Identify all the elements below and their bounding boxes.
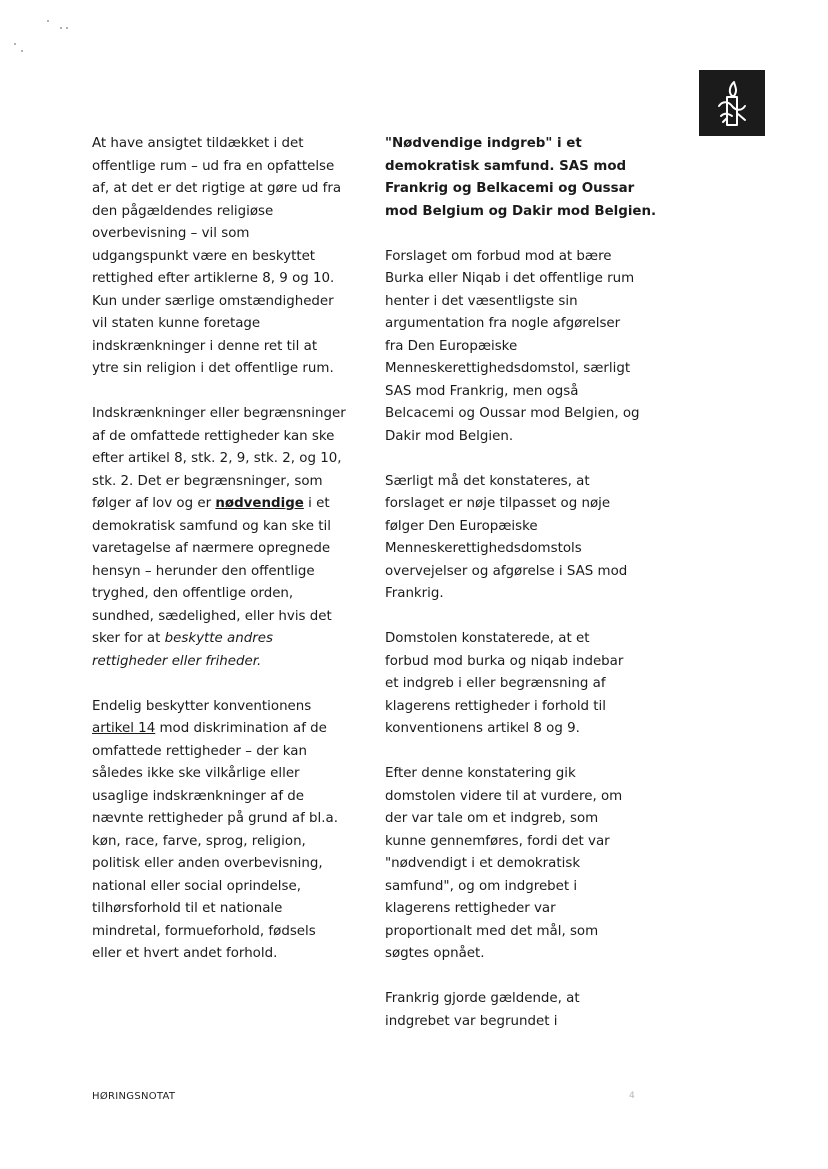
paragraph-proposal-basis bbox=[385, 246, 647, 449]
paragraph-proportionality bbox=[385, 763, 647, 966]
text-line: Belcacemi og Oussar mod Belgien, og bbox=[385, 406, 640, 421]
paragraph-article-14 bbox=[92, 696, 354, 966]
text-line: indgrebet var begrundet i bbox=[385, 1013, 558, 1029]
italic-text: beskytte andres bbox=[164, 631, 273, 646]
text-line: domstolen videre til at vurdere, om bbox=[385, 788, 623, 804]
footer-label: HØRINGSNOTAT bbox=[92, 1091, 176, 1102]
text-line: proportionalt med det mål, som bbox=[385, 923, 599, 939]
text-segment: sker for at bbox=[92, 631, 165, 646]
text-line: omfattede rettigheder – der kan bbox=[92, 743, 307, 759]
text-line: af, at det er det rigtige at gøre ud fra bbox=[92, 181, 342, 196]
text-line: At have ansigtet tildækket i det bbox=[92, 136, 304, 151]
text-line: overvejelser og afgørelse i SAS mod bbox=[385, 563, 628, 579]
text-line: nævnte rettigheder på grund af bl.a. bbox=[92, 811, 339, 826]
section-heading bbox=[385, 133, 657, 223]
text-line: Kun under særlige omstændigheder bbox=[92, 293, 334, 309]
text-line: således ikke ske vilkårlige eller bbox=[92, 766, 300, 781]
text-line: et indgreb i eller begrænsning af bbox=[385, 676, 606, 691]
text-segment: i et bbox=[303, 496, 330, 511]
text-line: Endelig beskytter konventionens bbox=[92, 698, 312, 714]
text-line: klagerens rettigheder var bbox=[385, 901, 556, 916]
scan-speck bbox=[60, 27, 62, 29]
text-line: tilhørsforhold til et nationale bbox=[92, 901, 283, 916]
text-line: Dakir mod Belgien. bbox=[385, 428, 514, 444]
text-line: der var tale om et indgreb, som bbox=[385, 811, 599, 826]
paragraph-adaptation bbox=[385, 471, 647, 606]
text-line: sundhed, sædelighed, eller hvis det bbox=[92, 608, 332, 624]
text-line: Efter denne konstatering gik bbox=[385, 766, 576, 781]
text-line: køn, race, farve, sprog, religion, bbox=[92, 833, 306, 849]
text-line: SAS mod Frankrig, men også bbox=[385, 383, 579, 399]
emphasis-necessary: nødvendige bbox=[215, 496, 304, 511]
article-14-link[interactable]: artikel 14 bbox=[92, 721, 156, 736]
text-line: Burka eller Niqab i det offentlige rum bbox=[385, 271, 635, 286]
paragraph-restrictions bbox=[92, 403, 354, 673]
text-line: Domstolen konstaterede, at et bbox=[385, 631, 590, 646]
text-line: Indskrænkninger eller begrænsninger bbox=[92, 406, 346, 421]
text-line: offentlige rum – ud fra en opfattelse bbox=[92, 158, 335, 174]
text-line: politisk eller anden overbevisning, bbox=[92, 856, 323, 871]
text-line: "nødvendigt i et demokratisk bbox=[385, 856, 581, 871]
text-line: demokratisk samfund og kan ske til bbox=[92, 518, 331, 534]
text-line: af de omfattede rettigheder kan ske bbox=[92, 428, 335, 444]
text-line: klagerens rettigheder i forhold til bbox=[385, 698, 606, 714]
text-line: argumentation fra nogle afgørelser bbox=[385, 316, 621, 331]
text-line: følger Den Europæiske bbox=[385, 518, 538, 534]
text-line: hensyn – herunder den offentlige bbox=[92, 563, 315, 579]
text-line: stk. 2. Det er begrænsninger, som bbox=[92, 473, 323, 489]
heading-line: Frankrig og Belkacemi og Oussar bbox=[385, 181, 635, 196]
text-line: indskrænkninger i denne ret til at bbox=[92, 338, 318, 354]
scan-speck bbox=[47, 20, 49, 22]
heading-line: demokratisk samfund. SAS mod bbox=[385, 158, 627, 174]
text-line: udgangspunkt være en beskyttet bbox=[92, 248, 316, 264]
left-column bbox=[92, 133, 354, 988]
text-line bbox=[92, 628, 354, 651]
text-line: Frankrig gjorde gældende, at bbox=[385, 991, 580, 1006]
text-segment: følger af lov og er bbox=[92, 496, 216, 511]
text-line: eller et hvert andet forhold. bbox=[92, 946, 278, 961]
right-column bbox=[385, 133, 657, 1056]
heading-line: mod Belgium og Dakir mod Belgien. bbox=[385, 203, 657, 219]
text-line: henter i det væsentligste sin bbox=[385, 293, 578, 309]
text-line: kunne gennemføres, fordi det var bbox=[385, 833, 610, 849]
candle-icon bbox=[699, 70, 765, 136]
text-line: mindretal, formueforhold, fødsels bbox=[92, 923, 316, 939]
text-line: Menneskerettighedsdomstol, særligt bbox=[385, 361, 631, 376]
scan-speck bbox=[14, 43, 16, 45]
scan-speck bbox=[66, 27, 68, 29]
text-line: usaglige indskrænkninger af de bbox=[92, 788, 305, 804]
paragraph-face-covering-rights bbox=[92, 133, 354, 381]
text-line: tryghed, den offentlige orden, bbox=[92, 586, 294, 601]
text-line: rettighed efter artiklerne 8, 9 og 10. bbox=[92, 271, 335, 286]
italic-text: rettigheder eller friheder. bbox=[92, 653, 262, 669]
paragraph-court-finding bbox=[385, 628, 647, 741]
text-line: vil staten kunne foretage bbox=[92, 316, 261, 331]
scan-speck bbox=[21, 50, 23, 52]
text-line bbox=[92, 718, 354, 741]
text-line: national eller social oprindelse, bbox=[92, 878, 301, 894]
text-line: den pågældendes religiøse bbox=[92, 203, 274, 219]
amnesty-candle-logo bbox=[699, 70, 765, 136]
text-line: samfund", og om indgrebet i bbox=[385, 878, 578, 894]
text-line: Frankrig. bbox=[385, 586, 444, 601]
text-segment: mod diskrimination af de bbox=[155, 721, 327, 736]
text-line: konventionens artikel 8 og 9. bbox=[385, 721, 580, 736]
text-line: ytre sin religion i det offentlige rum. bbox=[92, 361, 334, 376]
heading-line: "Nødvendige indgreb" i et bbox=[385, 136, 582, 151]
text-line: forbud mod burka og niqab indebar bbox=[385, 653, 624, 669]
text-line: fra Den Europæiske bbox=[385, 338, 518, 354]
text-line: søgtes opnået. bbox=[385, 946, 485, 961]
text-line: overbevisning – vil som bbox=[92, 226, 250, 241]
text-line: Menneskerettighedsdomstols bbox=[385, 541, 582, 556]
text-line bbox=[92, 493, 354, 516]
paragraph-france-argument bbox=[385, 988, 647, 1033]
text-line: Særligt må det konstateres, at bbox=[385, 473, 590, 489]
page-number: 4 bbox=[629, 1091, 635, 1101]
text-line: varetagelse af nærmere opregnede bbox=[92, 541, 331, 556]
text-line: efter artikel 8, stk. 2, 9, stk. 2, og 10, bbox=[92, 451, 342, 466]
text-line: Forslaget om forbud mod at bære bbox=[385, 248, 612, 264]
text-line: forslaget er nøje tilpasset og nøje bbox=[385, 496, 611, 511]
